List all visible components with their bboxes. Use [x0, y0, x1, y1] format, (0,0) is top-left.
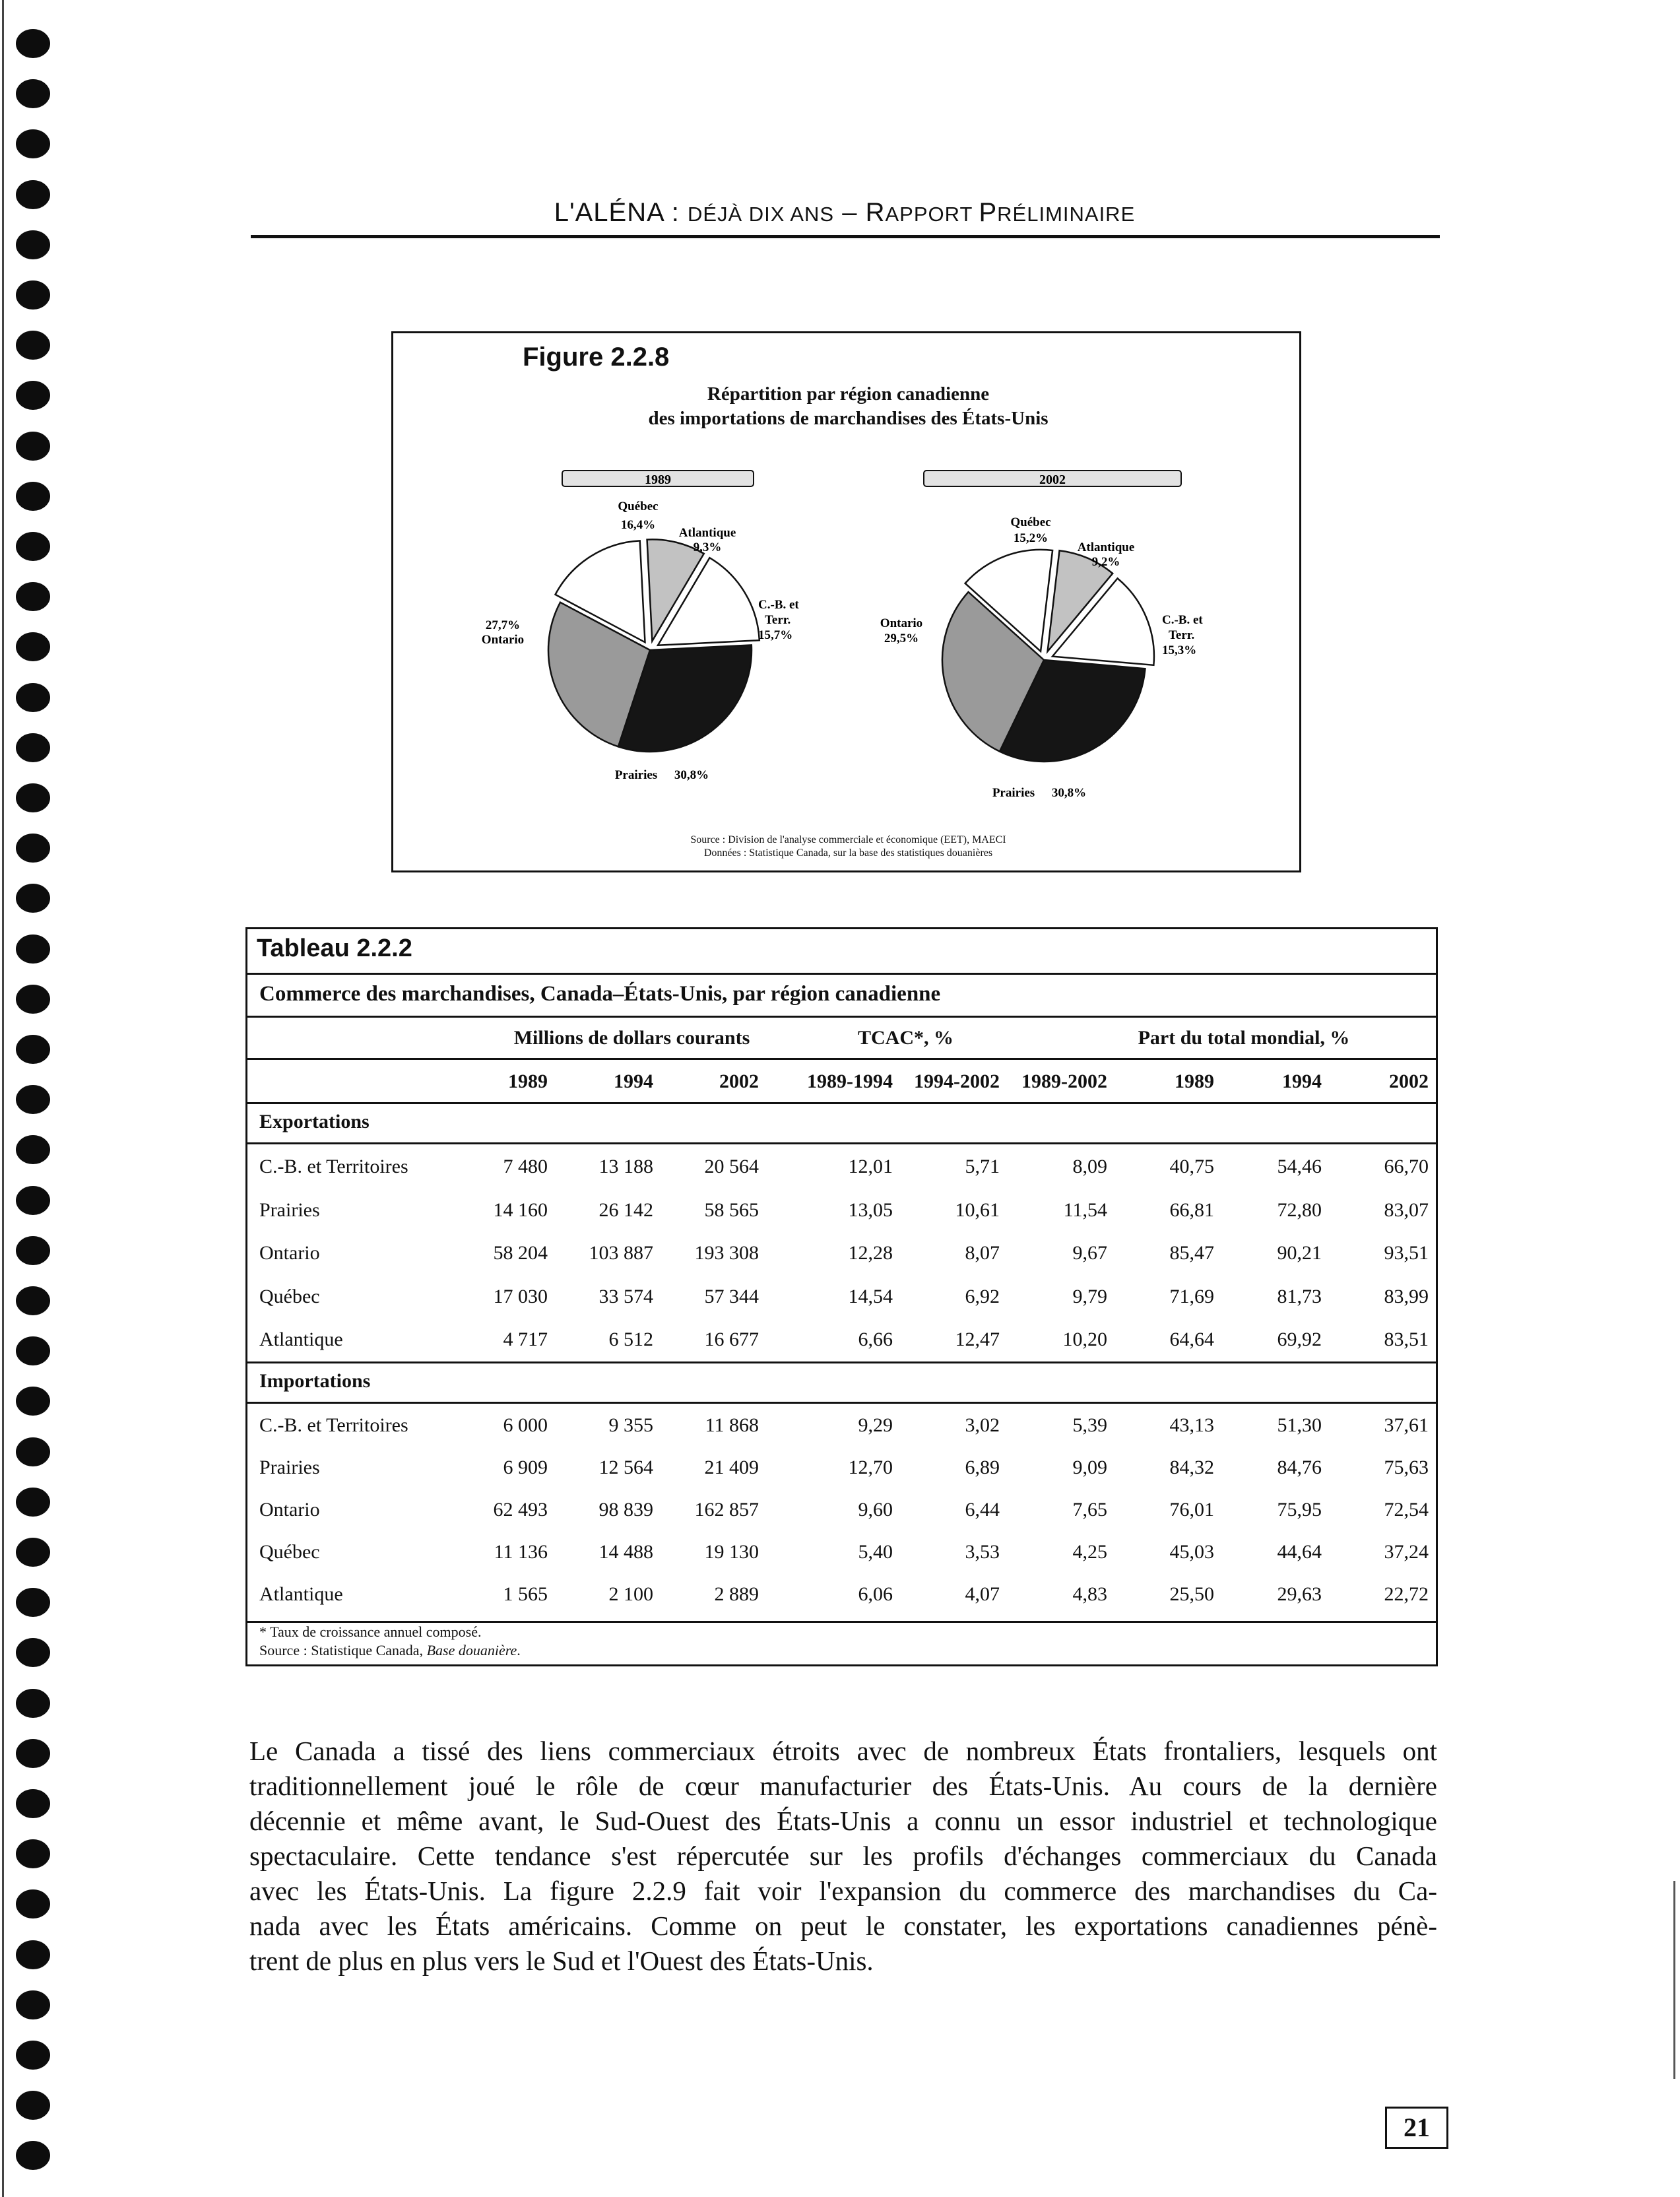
slice-value: 15,2% — [1013, 531, 1049, 545]
row-label: Atlantique — [259, 1328, 343, 1350]
binder-hole — [16, 1538, 50, 1567]
binder-hole — [16, 2091, 50, 2120]
table-cell: 10,20 — [1062, 1328, 1107, 1350]
table-rule — [247, 1016, 1436, 1018]
table-cell: 84,32 — [1169, 1457, 1214, 1478]
binder-hole — [16, 280, 50, 310]
table-cell: 58 565 — [704, 1198, 759, 1221]
table-cell: 37,61 — [1384, 1414, 1429, 1436]
table-cell: 90,21 — [1277, 1242, 1322, 1264]
row-label: Québec — [259, 1541, 320, 1563]
table-cell: 6,06 — [858, 1583, 893, 1605]
table-cell: 43,13 — [1169, 1414, 1214, 1436]
col-header: 1989 — [1175, 1070, 1214, 1092]
binder-hole — [16, 985, 50, 1014]
slice-label: Ontario — [481, 633, 525, 647]
scan-edge-line — [2, 0, 4, 2197]
binder-hole — [16, 381, 50, 410]
row-label: C.-B. et Territoires — [259, 1414, 408, 1436]
binder-hole — [16, 482, 50, 511]
table-source-prefix: Source : Statistique Canada, — [259, 1642, 427, 1658]
table-cell: 93,51 — [1384, 1242, 1429, 1264]
table-cell: 51,30 — [1277, 1414, 1322, 1436]
table-cell: 9,79 — [1072, 1285, 1107, 1307]
table-row — [247, 1199, 1435, 1226]
binder-hole — [16, 683, 50, 712]
binder-hole — [16, 884, 50, 913]
table-cell: 40,75 — [1169, 1156, 1214, 1177]
table-cell: 5,71 — [965, 1156, 1000, 1177]
binder-hole — [16, 532, 50, 561]
table-cell: 11 136 — [494, 1541, 548, 1563]
table-rule — [247, 1102, 1436, 1104]
table-cell: 2 100 — [608, 1583, 653, 1605]
binder-hole — [16, 1638, 50, 1667]
table-cell: 6,89 — [965, 1457, 1000, 1478]
table-cell: 83,07 — [1384, 1198, 1429, 1221]
group-header: Millions de dollars courants — [513, 1027, 750, 1049]
figure-source-line-1: Source : Division de l'analyse commerciale et économique (EET), MAECI — [690, 834, 1006, 845]
table-title: Commerce des marchandises, Canada–États-Unis, par région canadienne — [259, 982, 941, 1006]
table-row — [247, 1328, 1435, 1355]
table-cell: 11 868 — [705, 1414, 759, 1436]
table-cell: 84,76 — [1277, 1457, 1322, 1478]
table-cell: 14 160 — [493, 1198, 548, 1221]
binder-hole — [16, 1035, 50, 1064]
binder-hole — [16, 1739, 50, 1768]
binder-hole — [16, 1437, 50, 1466]
binder-hole — [16, 1839, 50, 1868]
binder-hole — [16, 935, 50, 964]
table-cell: 8,09 — [1072, 1156, 1107, 1177]
table-cell: 4,25 — [1072, 1541, 1107, 1563]
slice-label-2: Terr. — [1169, 628, 1195, 642]
table-cell: 21 409 — [704, 1457, 759, 1478]
binder-hole — [16, 1789, 50, 1818]
table-cell: 1 565 — [503, 1583, 548, 1605]
row-label: Atlantique — [259, 1583, 343, 1605]
slice-value: 9,3% — [693, 541, 722, 554]
figure-title-line-1: Répartition par région canadienne — [707, 383, 990, 405]
row-label: Ontario — [259, 1499, 320, 1521]
slice-label: Ontario — [880, 616, 923, 630]
table-cell: 72,80 — [1277, 1198, 1322, 1221]
slice-label: Québec — [1010, 515, 1051, 529]
table-cell: 17 030 — [493, 1285, 548, 1307]
scan-edge-line-right — [1673, 1881, 1675, 2079]
figure-source-line-2: Données : Statistique Canada, sur la base des statistiques douanières — [703, 847, 993, 859]
table-rule — [247, 1142, 1436, 1144]
table-row — [247, 1414, 1435, 1441]
binder-hole — [16, 632, 50, 661]
binder-holes — [0, 0, 66, 2197]
table-cell: 66,70 — [1384, 1156, 1429, 1177]
slice-value: 29,5% — [884, 632, 919, 645]
pie-title: 1989 — [645, 473, 671, 487]
binder-hole — [16, 1689, 50, 1718]
table-cell: 14 488 — [598, 1541, 653, 1563]
col-header: 1994-2002 — [914, 1070, 1000, 1092]
row-label: Prairies — [259, 1457, 320, 1478]
binder-hole — [16, 1940, 50, 1969]
row-label: Québec — [259, 1285, 320, 1307]
figure-2-2-8 — [391, 331, 1301, 872]
table-source-title: Base douanière — [426, 1642, 517, 1658]
table-cell: 4,07 — [965, 1583, 1000, 1605]
table-cell: 3,53 — [965, 1541, 1000, 1563]
table-cell: 44,64 — [1277, 1541, 1322, 1563]
binder-hole — [16, 582, 50, 611]
table-source-suffix: . — [517, 1642, 521, 1658]
header-rule — [251, 235, 1440, 238]
table-cell: 98 839 — [598, 1499, 653, 1521]
table-cell: 4 717 — [503, 1328, 548, 1350]
table-cell: 83,51 — [1384, 1328, 1429, 1350]
pie-title: 2002 — [1039, 473, 1066, 487]
body-line: spectaculaire. Cette tendance s'est répercutée sur les profils d'échanges commerciaux du Canada — [249, 1841, 1437, 1871]
table-cell: 25,50 — [1169, 1583, 1214, 1605]
table-cell: 19 130 — [704, 1541, 759, 1563]
col-header: 1989 — [508, 1070, 548, 1092]
table-cell: 45,03 — [1169, 1541, 1214, 1563]
binder-hole — [16, 1186, 50, 1215]
table-cell: 9,29 — [858, 1414, 893, 1436]
table-cell: 62 493 — [493, 1499, 548, 1521]
binder-hole — [16, 1889, 50, 1918]
body-line: trent de plus en plus vers le Sud et l'Ouest des États-Unis. — [249, 1946, 874, 1976]
table-cell: 2 889 — [714, 1583, 759, 1605]
table-cell: 76,01 — [1169, 1499, 1214, 1521]
table-source — [259, 1642, 521, 1659]
table-cell: 12,28 — [848, 1242, 893, 1264]
table-cell: 6 000 — [503, 1414, 548, 1436]
col-header: 2002 — [1389, 1070, 1429, 1092]
binder-hole — [16, 1336, 50, 1365]
figure-title-line-2: des importations de marchandises des États-Unis — [648, 408, 1049, 429]
table-cell: 3,02 — [965, 1414, 1000, 1436]
table-cell: 6,66 — [858, 1328, 893, 1350]
row-label: Ontario — [259, 1242, 320, 1264]
slice-label: Prairies — [614, 768, 658, 782]
table-cell: 6 909 — [503, 1457, 548, 1478]
binder-hole — [16, 1488, 50, 1517]
table-rule — [247, 1402, 1436, 1404]
binder-hole — [16, 1387, 50, 1416]
table-cell: 4,83 — [1072, 1583, 1107, 1605]
body-line: nada avec les États américains. Comme on peut le constater, les exportations canadiennes pénè- — [249, 1911, 1437, 1941]
slice-value: 15,3% — [1162, 643, 1197, 657]
binder-hole — [16, 1135, 50, 1164]
slice-label: Atlantique — [678, 526, 736, 540]
figure-source — [393, 834, 1303, 860]
table-cell: 7,65 — [1072, 1499, 1107, 1521]
table-rule — [247, 1361, 1436, 1363]
binder-hole — [16, 180, 50, 209]
table-cell: 9,60 — [858, 1499, 893, 1521]
table-cell: 72,54 — [1384, 1499, 1429, 1521]
binder-hole — [16, 783, 50, 812]
slice-label: C.-B. et — [758, 598, 799, 612]
group-header: Part du total mondial, % — [1138, 1027, 1350, 1049]
table-rule — [247, 973, 1436, 975]
table-cell: 71,69 — [1169, 1285, 1214, 1307]
table-cell: 26 142 — [598, 1198, 653, 1221]
binder-hole — [16, 129, 50, 158]
table-cell: 22,72 — [1384, 1583, 1429, 1605]
section-title: Exportations — [259, 1111, 370, 1132]
table-cell: 69,92 — [1277, 1328, 1322, 1350]
group-header: TCAC*, % — [857, 1027, 953, 1049]
table-cell: 12,47 — [955, 1328, 1000, 1350]
binder-hole — [16, 1588, 50, 1617]
table-cell: 5,40 — [858, 1541, 893, 1563]
table-cell: 7 480 — [503, 1156, 548, 1177]
table-cell: 64,64 — [1169, 1328, 1214, 1350]
table-row — [247, 1541, 1435, 1567]
table-cell: 6,92 — [965, 1285, 1000, 1307]
table-cell: 66,81 — [1169, 1198, 1214, 1221]
binder-hole — [16, 733, 50, 762]
table-row — [247, 1242, 1435, 1268]
binder-hole — [16, 432, 50, 461]
row-label: C.-B. et Territoires — [259, 1156, 408, 1177]
table-cell: 85,47 — [1169, 1242, 1214, 1264]
body-line: avec les États-Unis. La figure 2.2.9 fait voir l'expansion du commerce des marchandises du Ca- — [249, 1876, 1437, 1906]
binder-hole — [16, 331, 50, 360]
col-header: 2002 — [719, 1070, 759, 1092]
slice-value: 16,4% — [620, 518, 656, 532]
body-line: traditionnellement joué le rôle de cœur manufacturier des États-Unis. Au cours de la dernière — [249, 1771, 1437, 1801]
table-cell: 193 308 — [694, 1242, 759, 1264]
running-head: L'ALÉNA : DÉJÀ DIX ANS – RAPPORT PRÉLIMINAIRE — [554, 198, 1136, 227]
table-cell: 57 344 — [704, 1285, 759, 1307]
slice-label: Atlantique — [1077, 541, 1135, 554]
table-cell: 6,44 — [965, 1499, 1000, 1521]
table-cell: 5,39 — [1072, 1414, 1107, 1436]
table-cell: 12 564 — [598, 1457, 653, 1478]
table-rule — [247, 1621, 1436, 1623]
table-cell: 13 188 — [598, 1156, 653, 1177]
table-cell: 9,09 — [1072, 1457, 1107, 1478]
slice-label: Québec — [618, 500, 659, 513]
col-header: 1989-2002 — [1021, 1070, 1107, 1092]
binder-hole — [16, 2041, 50, 2070]
table-cell: 75,95 — [1277, 1499, 1322, 1521]
slice-value: 30,8% — [674, 768, 709, 782]
col-header: 1994 — [614, 1070, 653, 1092]
table-cell: 33 574 — [598, 1285, 653, 1307]
figure-label: Figure 2.2.8 — [523, 343, 670, 372]
table-cell: 162 857 — [694, 1499, 759, 1521]
body-line: Le Canada a tissé des liens commerciaux étroits avec de nombreux États frontaliers, lesquels ont — [249, 1736, 1437, 1766]
table-row — [247, 1286, 1435, 1312]
slice-label: Prairies — [992, 786, 1035, 800]
pie-chart-1989 — [482, 471, 800, 782]
table-cell: 75,63 — [1384, 1457, 1429, 1478]
pie-chart-2002 — [880, 471, 1204, 800]
table-cell: 16 677 — [704, 1328, 759, 1350]
binder-hole — [16, 1990, 50, 2019]
table-cell: 58 204 — [493, 1242, 548, 1264]
slice-value: 9,2% — [1091, 555, 1120, 569]
table-cell: 37,24 — [1384, 1541, 1429, 1563]
binder-hole — [16, 1286, 50, 1315]
body-line: décennie et même avant, le Sud-Ouest des États-Unis a connu un essor industriel et technologique — [249, 1806, 1437, 1836]
page-number: 21 — [1385, 2107, 1448, 2149]
table-cell: 20 564 — [704, 1156, 759, 1177]
table-cell: 81,73 — [1277, 1285, 1322, 1307]
binder-hole — [16, 29, 50, 58]
slice-value: 27,7% — [485, 618, 521, 632]
table-footnote: * Taux de croissance annuel composé. — [259, 1623, 482, 1640]
section-title: Importations — [259, 1370, 371, 1392]
table-cell: 8,07 — [965, 1242, 1000, 1264]
binder-hole — [16, 79, 50, 108]
pie-charts — [393, 333, 1299, 828]
table-cell: 13,05 — [848, 1198, 893, 1221]
table-cell: 12,01 — [848, 1156, 893, 1177]
binder-hole — [16, 834, 50, 863]
table-cell: 9 355 — [608, 1414, 653, 1436]
row-label: Prairies — [259, 1198, 320, 1221]
table-cell: 14,54 — [848, 1285, 893, 1307]
table-cell: 6 512 — [608, 1328, 653, 1350]
table-cell: 12,70 — [848, 1457, 893, 1478]
table-row — [247, 1156, 1435, 1182]
col-header: 1989-1994 — [807, 1070, 893, 1092]
table-row — [247, 1499, 1435, 1525]
table-cell: 54,46 — [1277, 1156, 1322, 1177]
tableau-2-2-2 — [245, 927, 1438, 1666]
binder-hole — [16, 230, 50, 259]
table-cell: 83,99 — [1384, 1285, 1429, 1307]
slice-value: 30,8% — [1051, 786, 1087, 800]
table-label: Tableau 2.2.2 — [257, 935, 412, 962]
col-header: 1994 — [1282, 1070, 1322, 1092]
table-row — [247, 1457, 1435, 1483]
table-cell: 103 887 — [589, 1242, 653, 1264]
table-cell: 10,61 — [955, 1198, 1000, 1221]
binder-hole — [16, 2141, 50, 2170]
binder-hole — [16, 1085, 50, 1114]
table-cell: 9,67 — [1072, 1242, 1107, 1264]
slice-value: 15,7% — [758, 628, 793, 642]
table-cell: 11,54 — [1063, 1198, 1107, 1221]
body-paragraph — [249, 1734, 1437, 1979]
slice-label-2: Terr. — [765, 613, 791, 627]
table-row — [247, 1583, 1435, 1610]
table-rule — [247, 1058, 1436, 1060]
binder-hole — [16, 1236, 50, 1265]
table-cell: 29,63 — [1277, 1583, 1322, 1605]
slice-label: C.-B. et — [1162, 613, 1203, 627]
